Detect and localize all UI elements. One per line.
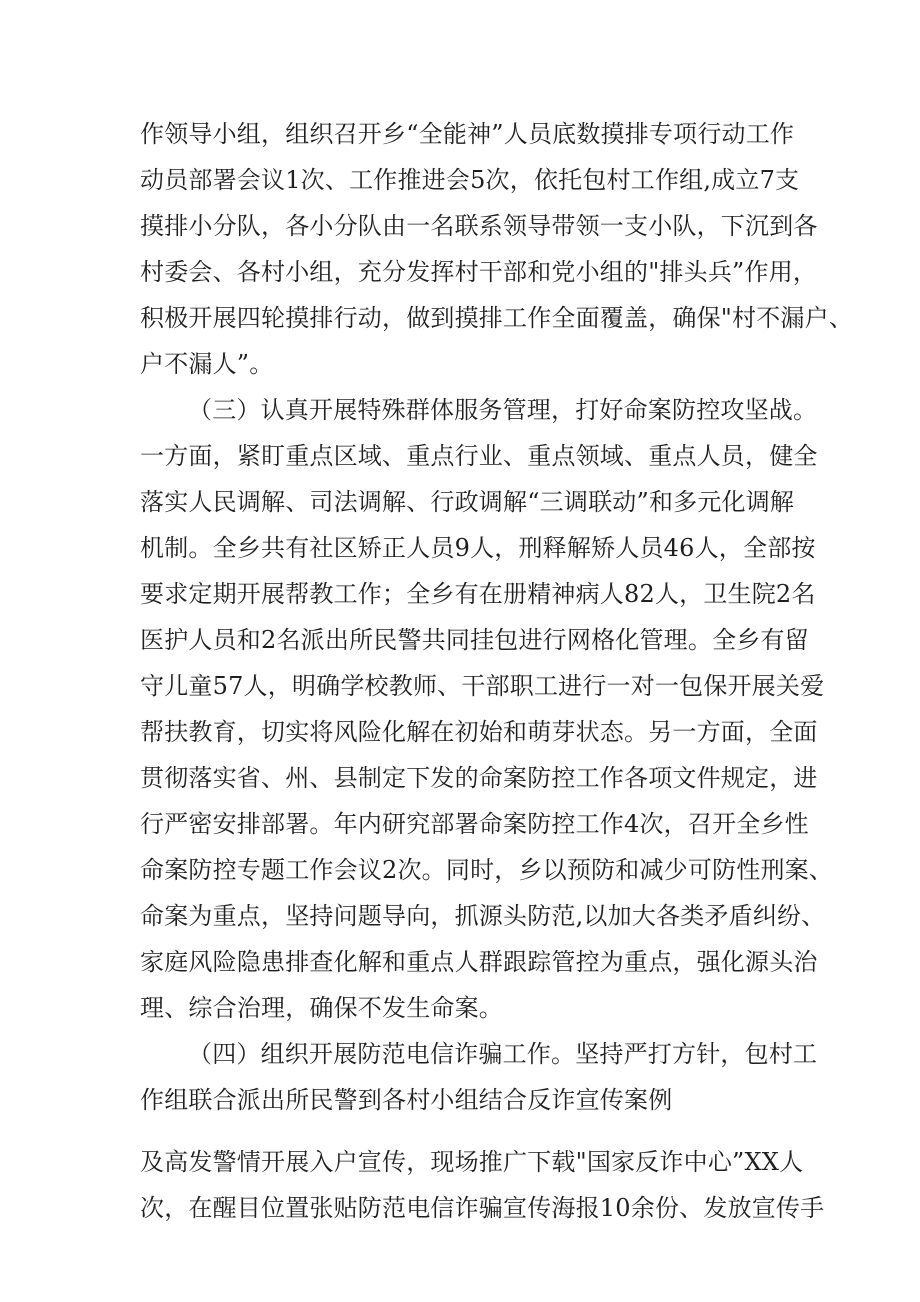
text-line: 机制。全乡共有社区矫正人员9人，刑释解矫人员46人，全部按 xyxy=(140,534,816,562)
text-line: 要求定期开展帮教工作；全乡有在册精神病人82人，卫生院2名 xyxy=(140,580,816,608)
text-line: 贯彻落实省、州、县制定下发的命案防控工作各项文件规定，进 xyxy=(140,764,818,792)
text-line: 帮扶教育，切实将风险化解在初始和萌芽状态。另一方面，全面 xyxy=(140,718,818,746)
text-line: 医护人员和2名派出所民警共同挂包进行网格化管理。全乡有留 xyxy=(140,626,809,654)
text-line: 动员部署会议1次、工作推进会5次，依托包村工作组,成立7支 xyxy=(140,166,800,194)
text-line: 次，在醒目位置张贴防范电信诈骗宣传海报10余份、发放宣传手 xyxy=(140,1194,825,1222)
text-line: 及高发警情开展入户宣传，现场推广下载"国家反诈中心”XX人 xyxy=(140,1148,804,1176)
text-line: （四）组织开展防范电信诈骗工作。坚持严打方针，包村工 xyxy=(188,1040,818,1068)
text-line: 理、综合治理，确保不发生命案。 xyxy=(140,994,503,1022)
text-line: 积极开展四轮摸排行动，做到摸排工作全面覆盖，确保"村不漏户、 xyxy=(140,304,854,332)
text-line: 守儿童57人，明确学校教师、干部职工进行一对一包保开展关爱 xyxy=(140,672,825,700)
text-line: 作领导小组，组织召开乡“全能神”人员底数摸排专项行动工作 xyxy=(140,120,795,148)
text-line: （三）认真开展特殊群体服务管理，打好命案防控攻坚战。 xyxy=(188,396,818,424)
text-line: 摸排小分队，各小分队由一名联系领导带领一支小队，下沉到各 xyxy=(140,212,818,240)
text-line: 命案为重点，坚持问题导向，抓源头防范,以加大各类矛盾纠纷、 xyxy=(140,902,826,930)
text-line: 作组联合派出所民警到各村小组结合反诈宣传案例 xyxy=(140,1086,673,1114)
text-line: 行严密安排部署。年内研究部署命案防控工作4次，召开全乡性 xyxy=(140,810,809,838)
text-line: 村委会、各村小组，充分发挥村干部和党小组的"排头兵”作用， xyxy=(140,258,818,286)
text-line: 一方面，紧盯重点区域、重点行业、重点领域、重点人员，健全 xyxy=(140,442,818,470)
text-line: 命案防控专题工作会议2次。同时，乡以预防和减少可防性刑案、 xyxy=(140,856,834,884)
text-line: 家庭风险隐患排查化解和重点人群跟踪管控为重点，强化源头治 xyxy=(140,948,818,976)
text-line: 户不漏人”。 xyxy=(140,350,274,378)
text-line: 落实人民调解、司法调解、行政调解“三调联动”和多元化调解 xyxy=(140,488,795,516)
